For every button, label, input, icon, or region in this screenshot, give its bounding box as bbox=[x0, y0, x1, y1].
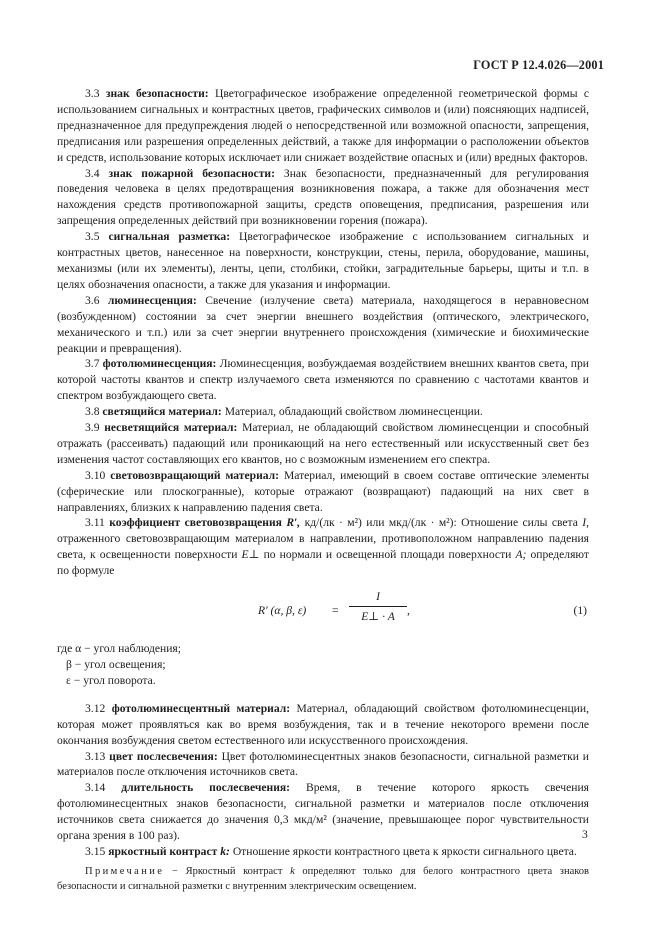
term: фотолюминесценция: bbox=[102, 357, 217, 371]
definition: Время, в течение которого яркость свечения фотолюминесцентных знаков безопасности, сигнальной разметки и материалов после отключения источников света снижается до значения 0,3 мкд/м² (значение, превышающее порог чувствительности органа зрения в 100 раз). bbox=[57, 781, 590, 843]
document-header: ГОСТ Р 12.4.026—2001 bbox=[473, 58, 604, 72]
section-3-4 bbox=[57, 166, 589, 230]
spacer bbox=[57, 689, 589, 701]
section-number: 3.12 bbox=[85, 701, 106, 715]
term: светящийся материал: bbox=[102, 405, 222, 419]
definition: по нормали и освещенной площади поверхности bbox=[263, 548, 512, 562]
section-3-11 bbox=[57, 515, 589, 579]
term: коэффициент световозвращения bbox=[109, 516, 282, 530]
section-3-5 bbox=[57, 229, 589, 293]
section-3-13 bbox=[57, 749, 589, 781]
definition: Цветографическое изображение с использованием сигнальных и контрастных цветов, нанесенное на поверхности, конструкции, стены, перила, оборудование, машины, механизмы (или их элементы), ленты, цепи, столбики, стойки, заградительные барьеры, щиты и т.п. в целях обозначения опасности, а также для указания и информации. bbox=[57, 230, 589, 291]
section-number: 3.11 bbox=[85, 516, 105, 530]
symbol-i: I, bbox=[582, 516, 590, 530]
section-3-7 bbox=[57, 356, 589, 404]
note bbox=[57, 864, 589, 894]
where-line-2: β − угол освещения; bbox=[66, 658, 166, 671]
section-3-12 bbox=[57, 701, 589, 749]
formula-fraction bbox=[349, 589, 407, 625]
formula-lhs: R′ (α, β, ε) bbox=[258, 604, 307, 618]
term: знак пожарной безопасности: bbox=[108, 166, 275, 180]
term: люминесценция: bbox=[107, 293, 197, 307]
definition: определяют по формуле bbox=[57, 548, 589, 578]
section-3-8 bbox=[57, 404, 589, 420]
where-line-1: где α − угол наблюдения; bbox=[57, 642, 181, 656]
definition: Материал, имеющий в своем составе оптические элементы (сферические или плоскогранные), которые отражают (возвращают) падающий на них свет в направлениях, близких к направлению падения света. bbox=[57, 468, 589, 514]
section-3-6 bbox=[57, 293, 589, 357]
definition: Знак безопасности, предназначенный для регулирования поведения человека в целях предотвращения возникновения пожара, а также для обозначения мест нахождения средств противопожарной защиты, средств оповещения, предписания, разрешения или запрещения определенных действий при возникновении горения (пожара). bbox=[57, 166, 589, 228]
section-number: 3.7 bbox=[85, 357, 100, 371]
document-body bbox=[57, 86, 589, 894]
symbol-k: k bbox=[290, 865, 295, 877]
definition: Цветографическое изображение определенной геометрической формы с использованием сигнальных и контрастных цветов, графических символов и (или) поясняющих надписей, предназначенное для предупреждения людей о непосредственной или возможной опасности, запрещения, предписания или разрешения определенных действий, а также для информации о расположении объектов и средств, использование которых исключает или снижает воздействие опасных и (или) вредных факторов. bbox=[57, 87, 590, 164]
term: знак безопасности: bbox=[105, 87, 209, 100]
definition: Свечение (излучение света) материала, находящегося в неравновесном (возбужденном) состоянии за счет энергии внешнего воздействия (оптического, электрического, механического и т.п.) или за счет энергии внутреннего происхождения (химические и биохимические реакции и превращения). bbox=[57, 293, 589, 355]
term: несветящийся материал: bbox=[104, 421, 238, 435]
formula-comma: , bbox=[407, 604, 410, 618]
symbol-e: E⊥ bbox=[241, 548, 260, 562]
note-dash: − bbox=[172, 865, 178, 877]
term: цвет послесвечения: bbox=[109, 749, 218, 763]
definition: Отношение силы света bbox=[461, 516, 578, 530]
note-text: Яркостный контраст bbox=[185, 865, 283, 877]
formula-number: (1) bbox=[573, 604, 587, 618]
section-3-9 bbox=[57, 420, 589, 468]
section-number: 3.8 bbox=[85, 405, 100, 419]
units: кд/(лк · м²) bbox=[304, 516, 362, 530]
symbol-k: k: bbox=[220, 844, 230, 858]
definition: отраженного световозвращающим материалом в направлении, противоположном направлению падения света, к освещенности поверхности bbox=[57, 532, 589, 562]
term: сигнальная разметка: bbox=[108, 230, 231, 244]
definition: Цвет фотолюминесцентных знаков безопасности, сигнальной разметки и материалов после отключения источников света. bbox=[57, 749, 589, 779]
where-line-3: ε − угол поворота. bbox=[66, 673, 156, 687]
section-number: 3.13 bbox=[85, 749, 106, 763]
fraction-bar bbox=[349, 606, 407, 607]
definition: Материал, не обладающий свойством люминесценции и способный отражать (рассеивать) падающий или проникающий на него естественный или искусственный свет без изменения частот составляющих его квантов, но с возможным изменением его спектра. bbox=[57, 421, 589, 466]
symbol-r: R′, bbox=[286, 516, 301, 530]
formula-numerator: I bbox=[376, 590, 380, 604]
section-number: 3.9 bbox=[85, 421, 100, 435]
definition: Материал, обладающий свойством фотолюминесценции, которая может проявляться как во время возбуждения, так и в течение некоторого времени после окончания возбуждения светом естественного или искусственного происхождения. bbox=[57, 701, 589, 747]
section-3-14 bbox=[57, 780, 589, 844]
page-number: 3 bbox=[582, 828, 588, 841]
symbol-a: A; bbox=[515, 548, 527, 562]
definition: Материал, обладающий свойством люминесценции. bbox=[224, 405, 483, 419]
section-number: 3.6 bbox=[85, 293, 100, 307]
units: мкд/(лк · м²): bbox=[388, 516, 457, 530]
section-3-10 bbox=[57, 468, 589, 516]
term: фотолюминесцентный материал: bbox=[111, 701, 291, 715]
formula-equals: = bbox=[332, 604, 339, 618]
term: яркостный контраст bbox=[108, 844, 218, 858]
units-or: или bbox=[366, 516, 385, 530]
section-number: 3.5 bbox=[85, 230, 100, 244]
section-number: 3.14 bbox=[85, 781, 106, 795]
section-number: 3.4 bbox=[85, 166, 100, 180]
formula-1 bbox=[57, 589, 589, 635]
note-text: определяют только для белого контрастного цвета знаков безопасности и сигнальной разметки с внутренним электрическим освещением. bbox=[57, 865, 590, 892]
term: длительность послесвечения: bbox=[121, 781, 291, 795]
term: световозвращающий материал: bbox=[110, 468, 280, 482]
section-3-3 bbox=[57, 86, 589, 166]
definition: Люминесценция, возбуждаемая воздействием внешних квантов света, при которой частоты квантов и спектр излучаемого света изменяются по сравнению с частотами квантов и спектром возбуждающего света. bbox=[57, 357, 589, 403]
section-number: 3.15 bbox=[85, 844, 106, 858]
definition: Отношение яркости контрастного цвета к яркости сигнального цвета. bbox=[232, 844, 577, 858]
formula-denominator: E⊥ · A bbox=[361, 610, 395, 623]
section-number: 3.10 bbox=[85, 468, 106, 482]
section-number: 3.3 bbox=[85, 87, 100, 100]
note-label: Примечание bbox=[85, 865, 165, 877]
section-3-15 bbox=[57, 844, 589, 860]
